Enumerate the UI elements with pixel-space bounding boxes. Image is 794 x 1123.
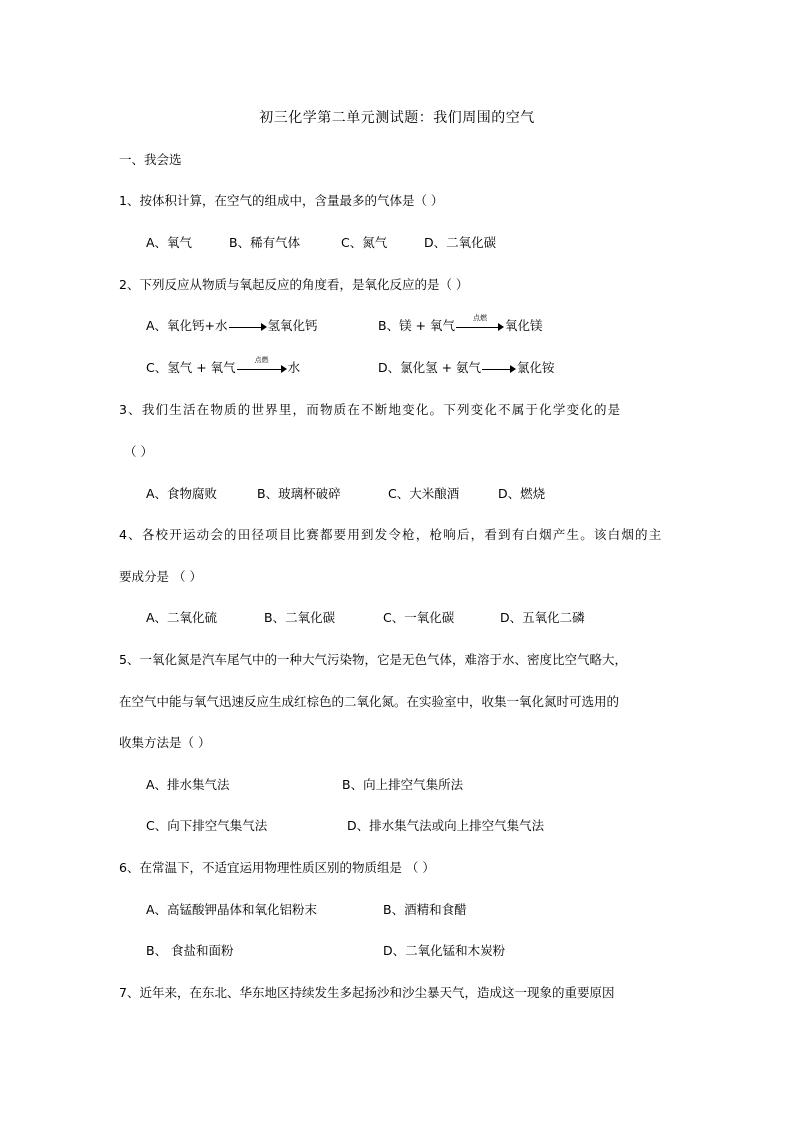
q3-option-c: C、大米酿酒	[388, 486, 460, 501]
q6-option-d: D、二氧化锰和木炭粉	[383, 943, 506, 958]
reaction-arrow-icon	[456, 313, 504, 332]
q6-option-b: B、酒精和食醋	[383, 902, 467, 917]
q2-option-d	[378, 359, 555, 377]
q2-option-b	[378, 313, 543, 335]
q5-option-d: D、排水集气法或向上排空气集气法	[347, 818, 545, 833]
reaction-condition: 点燃	[473, 313, 487, 322]
q2-option-a-reactants: A、氧化钙+水	[146, 318, 228, 333]
q1-option-c: C、氮气	[341, 235, 388, 250]
question-5-stem-line-2: 在空气中能与氧气迅速反应生成红棕色的二氧化氮。在实验室中，收集一氧化氮时可选用的	[119, 694, 620, 709]
question-3-stem-line-1: 3、我们生活在物质的世界里，而物质在不断地变化。下列变化不属于化学变化的是	[119, 402, 622, 417]
q1-option-a: A、氧气	[146, 235, 193, 250]
reaction-arrow-icon	[229, 322, 267, 332]
q3-option-d: D、燃烧	[498, 486, 546, 501]
question-4-stem-line-2: 要成分是 （ ）	[119, 569, 202, 584]
q1-option-d: D、二氧化碳	[424, 235, 497, 250]
question-5-stem-line-3: 收集方法是（ ）	[119, 735, 211, 750]
q2-option-d-reactants: D、氯化氢 + 氨气	[378, 360, 482, 375]
question-2-stem: 2、下列反应从物质与氧起反应的角度看，是氧化反应的是（ ）	[119, 277, 469, 292]
reaction-condition: 点燃	[254, 355, 269, 364]
page-title: 初三化学第二单元测试题：我们周围的空气	[259, 110, 535, 126]
question-4-stem-line-1: 4、各校开运动会的田径项目比赛都要用到发令枪，枪响后，看到有白烟产生。该白烟的主	[119, 527, 663, 542]
question-6-stem: 6、在常温下，不适宜运用物理性质区别的物质组是 （ ）	[119, 860, 435, 875]
q4-option-a: A、二氧化硫	[146, 610, 218, 625]
q1-option-b: B、稀有气体	[229, 235, 301, 250]
q4-option-c: C、一氧化碳	[383, 610, 455, 625]
q2-option-b-reactants: B、镁 + 氧气	[378, 318, 455, 333]
q4-option-b: B、二氧化碳	[264, 610, 336, 625]
q3-option-b: B、玻璃杯破碎	[257, 486, 341, 501]
reaction-arrow-icon	[237, 355, 287, 374]
reaction-arrow-icon	[482, 364, 516, 374]
q2-option-a	[146, 317, 318, 335]
q5-option-b: B、向上排空气集所法	[342, 777, 464, 792]
q2-option-c-reactants: C、氢气 + 氧气	[146, 360, 236, 375]
q2-option-b-product: 氧化镁	[505, 318, 543, 333]
question-3-stem-line-2: （ ）	[124, 444, 153, 459]
q6-option-c: B、 食盐和面粉	[146, 943, 234, 958]
q5-option-a: A、排水集气法	[146, 777, 230, 792]
q2-option-c-product: 水	[287, 360, 301, 375]
q6-option-a: A、高锰酸钾晶体和氧化铝粉末	[146, 902, 318, 917]
q2-option-a-product: 氢氧化钙	[267, 318, 318, 333]
q3-option-a: A、食物腐败	[146, 486, 218, 501]
q2-option-c	[146, 355, 301, 377]
question-5-stem-line-1: 5、一氧化氮是汽车尾气中的一种大气污染物，它是无色气体，难溶于水、密度比空气略大，	[119, 652, 627, 667]
q4-option-d: D、五氧化二磷	[500, 610, 585, 625]
q5-option-c: C、向下排空气集气法	[146, 818, 268, 833]
section-heading: 一、我会选	[119, 152, 182, 167]
question-1-stem: 1、按体积计算，在空气的组成中，含量最多的气体是（ ）	[119, 193, 444, 208]
q2-option-d-product: 氯化铵	[517, 360, 555, 375]
question-7-stem: 7、近年来，在东北、华东地区持续发生多起扬沙和沙尘暴天气，造成这一现象的重要原因	[119, 985, 615, 1000]
